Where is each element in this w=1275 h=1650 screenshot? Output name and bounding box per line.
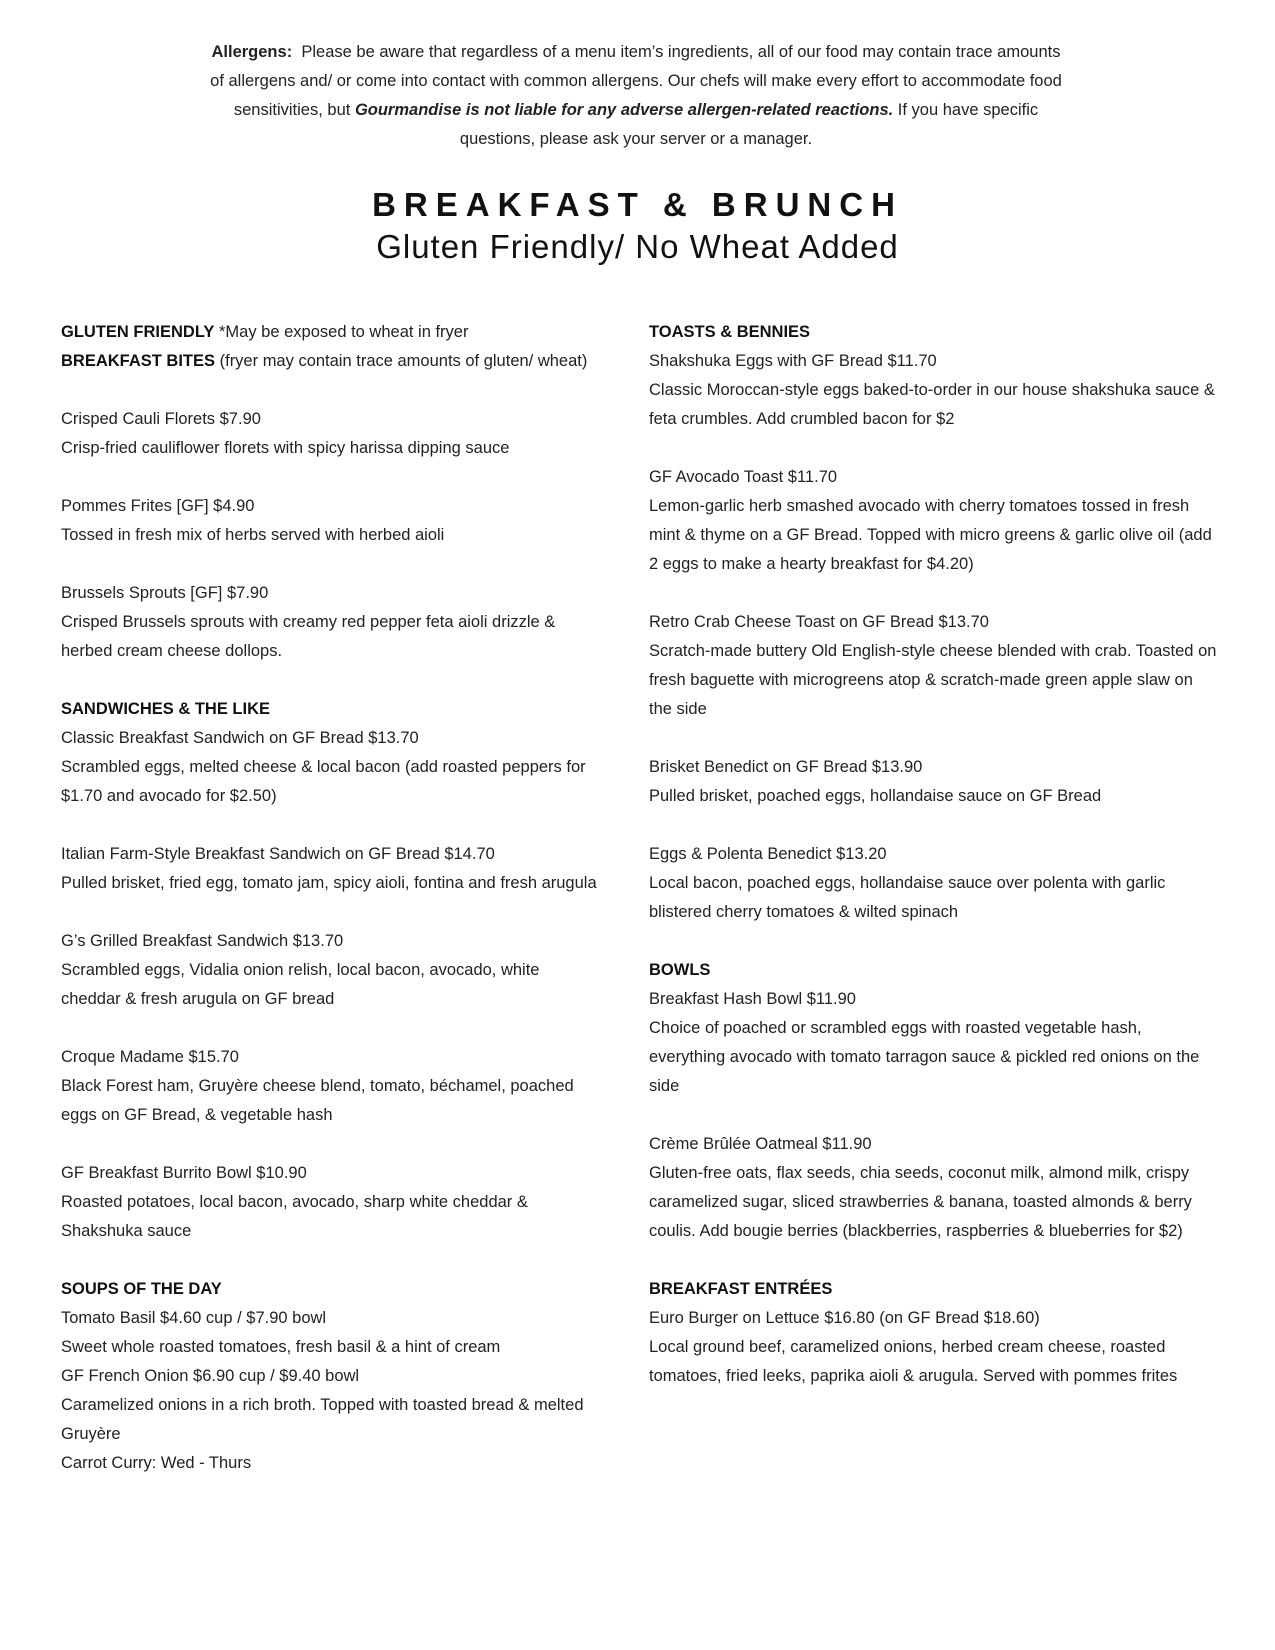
menu-item-desc: Scrambled eggs, melted cheese & local bacon (add roasted peppers for $1.70 and avocado for $2.50) [61,758,586,805]
menu-item-desc: Pulled brisket, fried egg, tomato jam, spicy aioli, fontina and fresh arugula [61,874,597,892]
menu-item-desc: Crisped Brussels sprouts with creamy red pepper feta aioli drizzle & herbed cream cheese dollops. [61,613,556,660]
section-header-toasts: TOASTS & BENNIES [649,323,811,341]
menu-item-name: Retro Crab Cheese Toast on GF Bread $13.70 [649,613,989,631]
menu-item-name: GF Avocado Toast $11.70 [649,468,838,486]
allergen-contact: If you have specific questions, please ask your server or a manager. [459,101,1039,148]
section-header-gluten-friendly: GLUTEN FRIENDLY [61,323,215,341]
menu-item-desc: Sweet whole roasted tomatoes, fresh basil & a hint of cream [61,1338,501,1356]
menu-item-name: GF French Onion $6.90 cup / $9.40 bowl [61,1367,360,1385]
gf-note: *May be exposed to wheat in fryer [219,323,469,341]
menu-item-desc: Crisp-fried cauliflower florets with spicy harissa dipping sauce [61,439,510,457]
allergen-text: Please be aware that regardless of a menu item’s ingredients, all of our food may contain trace amounts of allergens and/ or come into contact with common allergens. Our chefs will make every effort to accommodate food sensitivities, but [210,43,1062,119]
menu-item-desc: Choice of poached or scrambled eggs with roasted vegetable hash, everything avocado with tomato tarragon sauce & pickled red onions on the side [649,1019,1200,1095]
menu-item-name: Italian Farm-Style Breakfast Sandwich on GF Bread $14.70 [61,845,495,863]
menu-item-name: Crisped Cauli Florets $7.90 [61,410,261,428]
bites-note: (fryer may contain trace amounts of gluten/ wheat) [219,352,588,370]
menu-item-desc: Scratch-made buttery Old English-style cheese blended with crab. Toasted on fresh baguette with microgreens atop & scratch-made green apple slaw on the side [649,642,1217,718]
menu-item-desc: Black Forest ham, Gruyère cheese blend, tomato, béchamel, poached eggs on GF Bread, & vegetable hash [61,1077,574,1124]
page-title: BREAKFAST & BRUNCH [372,186,903,223]
menu-item-name: Classic Breakfast Sandwich on GF Bread $13.70 [61,729,419,747]
menu-item-desc: Scrambled eggs, Vidalia onion relish, local bacon, avocado, white cheddar & fresh arugula on GF bread [61,961,540,1008]
menu-item-desc: Local ground beef, caramelized onions, herbed cream cheese, roasted tomatoes, fried leeks, paprika aioli & arugula. Served with pommes frites [649,1338,1178,1385]
menu-item-name: Brussels Sprouts [GF] $7.90 [61,584,269,602]
section-header-entrees: BREAKFAST ENTRÉES [649,1280,833,1298]
menu-item-name: G’s Grilled Breakfast Sandwich $13.70 [61,932,344,950]
section-header-soups: SOUPS OF THE DAY [61,1280,222,1298]
menu-item-name: GF Breakfast Burrito Bowl $10.90 [61,1164,307,1182]
menu-item-desc: Local bacon, poached eggs, hollandaise sauce over polenta with garlic blistered cherry tomatoes & wilted spinach [649,874,1166,921]
allergen-label: Allergens: [211,43,293,61]
menu-item-name: Tomato Basil $4.60 cup / $7.90 bowl [61,1309,327,1327]
section-header-bowls: BOWLS [649,961,711,979]
menu-item-desc: Caramelized onions in a rich broth. Topped with toasted bread & melted Gruyère [61,1396,584,1443]
menu-item-desc: Lemon-garlic herb smashed avocado with cherry tomatoes tossed in fresh mint & thyme on a GF Bread. Topped with micro greens & garlic olive oil (add 2 eggs to make a hearty breakfast for $4.20) [649,497,1212,573]
page-subtitle: Gluten Friendly/ No Wheat Added [376,228,899,265]
section-header-sandwiches: SANDWICHES & THE LIKE [61,700,271,718]
right-column [649,318,1219,1391]
menu-item-name: Pommes Frites [GF] $4.90 [61,497,255,515]
menu-item-name: Shakshuka Eggs with GF Bread $11.70 [649,352,937,370]
menu-item-name: Brisket Benedict on GF Bread $13.90 [649,758,923,776]
menu-item-desc: Tossed in fresh mix of herbs served with herbed aioli [61,526,445,544]
menu-item-name: Crème Brûlée Oatmeal $11.90 [649,1135,872,1153]
section-header-breakfast-bites: BREAKFAST BITES [61,352,216,370]
menu-item-name: Euro Burger on Lettuce $16.80 (on GF Bread $18.60) [649,1309,1040,1327]
menu-item-name: Breakfast Hash Bowl $11.90 [649,990,856,1008]
menu-item-desc: Pulled brisket, poached eggs, hollandaise sauce on GF Bread [649,787,1102,805]
menu-item-desc: Roasted potatoes, local bacon, avocado, sharp white cheddar & Shakshuka sauce [61,1193,528,1240]
left-column [61,318,603,1478]
menu-item-name: Eggs & Polenta Benedict $13.20 [649,845,887,863]
menu-item-desc: Classic Moroccan-style eggs baked-to-order in our house shakshuka sauce & feta crumbles. Add crumbled bacon for $2 [649,381,1215,428]
allergen-liability: Gourmandise is not liable for any adverse allergen-related reactions. [354,101,894,119]
soup-special: Carrot Curry: Wed - Thurs [61,1454,252,1472]
menu-item-name: Croque Madame $15.70 [61,1048,239,1066]
menu-item-desc: Gluten-free oats, flax seeds, chia seeds, coconut milk, almond milk, crispy caramelized sugar, sliced strawberries & banana, toasted almonds & berry coulis. Add bougie berries (blackberries, raspberries & blueberries for $2) [649,1164,1192,1240]
allergen-notice [205,38,1067,154]
